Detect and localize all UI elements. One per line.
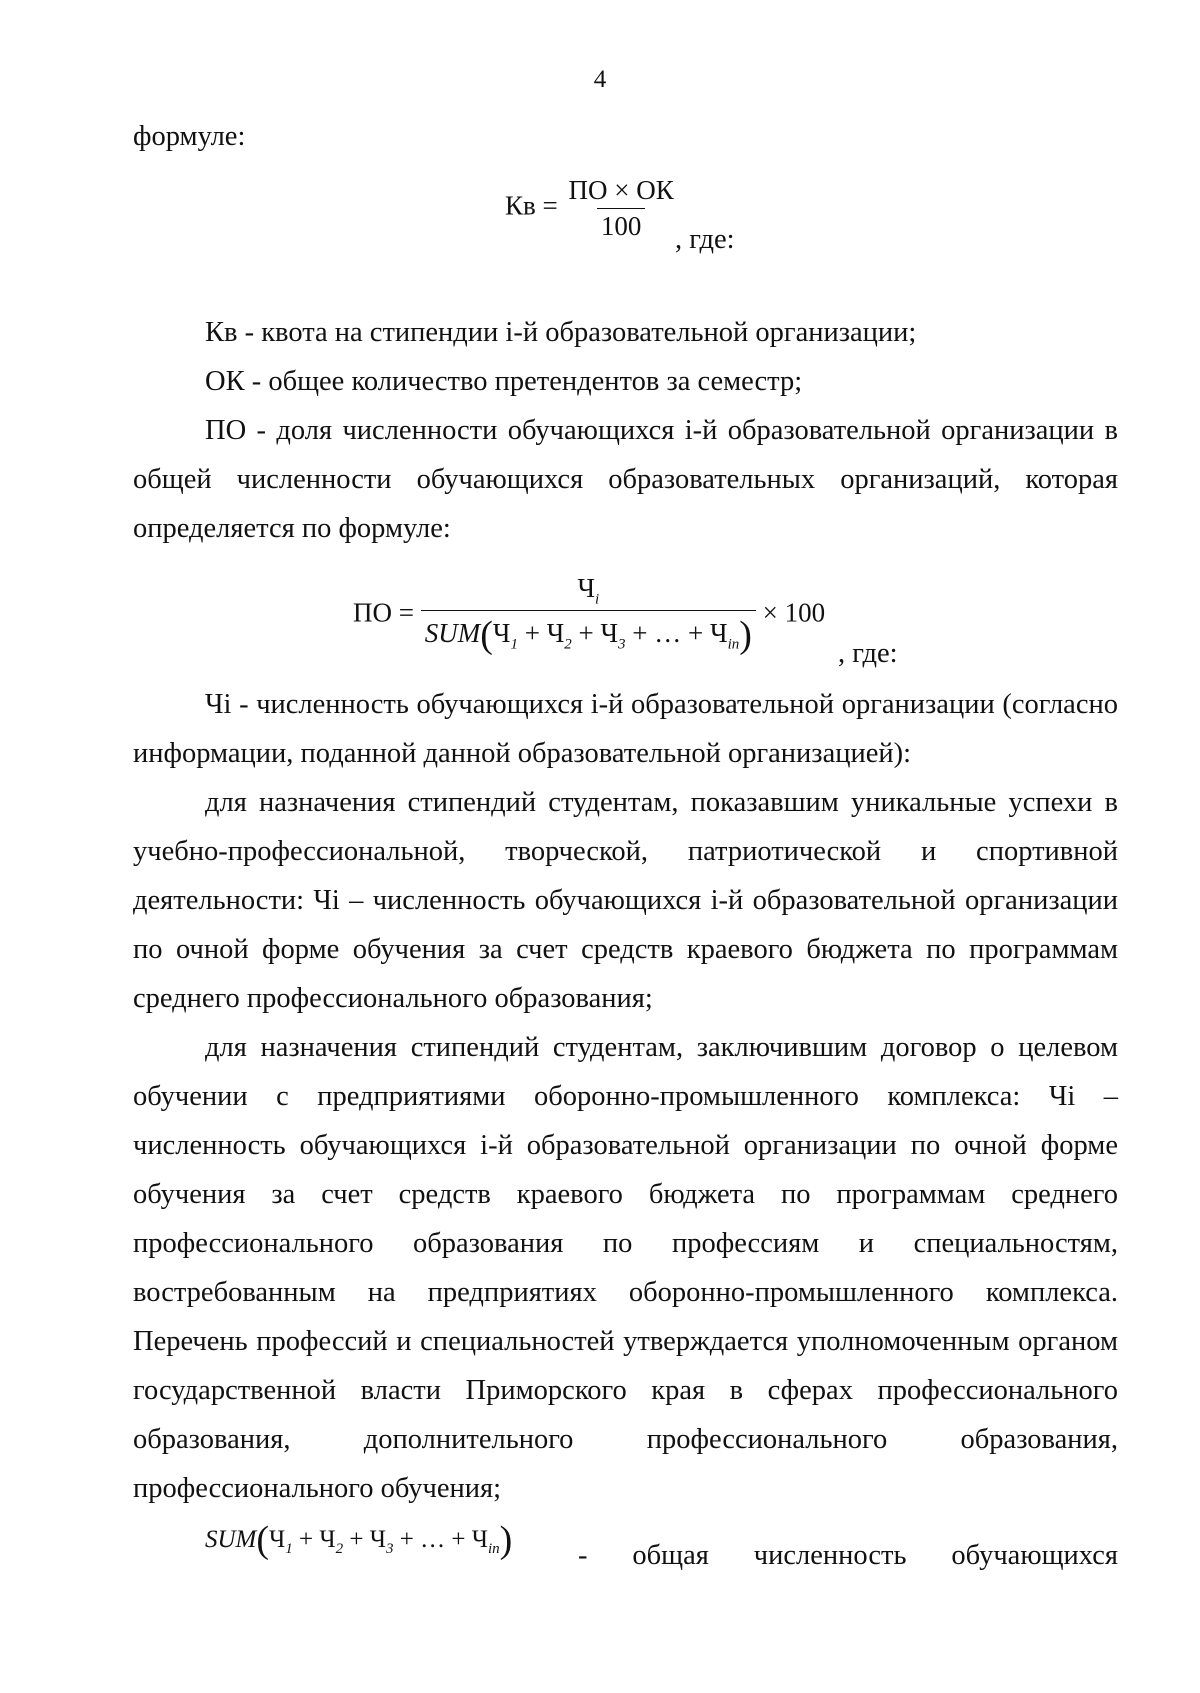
paragraph-unique-success: для назначения стипендий студентам, показавшим уникальные успехи в учебно-профессиональной, творческой, патриотической и спортивной деятельности: Чi – численность обучающихся i-й образовательной организации по очной форме обучения за счет средств краевого бюджета по программам среднего профессионального образования; [133,787,1118,1014]
formula-po-fraction [421,573,756,657]
intro-text: формуле: [133,121,246,152]
definition-po: ПО - доля численности обучающихся i-й образовательной организации в общей численности обучающихся образовательных организаций, которая определяется по формуле: [133,415,1118,544]
formula-po [353,573,825,657]
formula-sum: $SUM(Ч_1 + Ч_2 + Ч_3$ + … + $Ч_{in}$) [205,1519,513,1561]
formula-kv-numerator: ПО × ОК [568,175,674,205]
formula-kv-where: , где: [675,224,735,255]
paragraph-ch-i: Чi - численность обучающихся i-й образовательной организации (согласно информации, поданной данной образовательной организацией): [133,689,1118,769]
definition-ok: ОК - общее количество претендентов за семестр; [205,366,803,397]
paragraph-target-training: для назначения стипендий студентам, заключившим договор о целевом обучении с предприятиями оборонно-промышленного комплекса: Чi – численность обучающихся i-й образовательной организации по очной форме обучения за счет средств краевого бюджета по программам среднего профессионального образования по профессиям и специальностям, востребованным на предприятиях оборонно-промышленного комплекса. Перечень профессий и специальностей утверждается уполномоченным органом государственной власти Приморского края в сферах профессионального образования, дополнительного профессионального образования, профессионального обучения; [133,1032,1118,1504]
formula-po-denominator: $SUM(Ч_1 + Ч_2 + Ч_3$ + … + $Ч_{in}$) [421,610,756,657]
formula-po-lhs: ПО = [353,597,414,628]
formula-kv-fraction [564,175,677,242]
formula-kv-lhs: Кв = [505,190,558,221]
formula-po-numerator: $Ч_i$ [577,573,600,608]
page-number: 4 [593,66,607,93]
definition-kv: Кв - квота на стипендии i-й образовательной организации; [205,317,917,348]
formula-kv-denominator: 100 [597,208,646,242]
formula-po-multiplier: × 100 [762,597,826,628]
formula-po-where: , где: [838,638,898,669]
formula-kv [505,175,678,242]
last-line-text: - общая численность обучающихся [578,1540,1118,1571]
